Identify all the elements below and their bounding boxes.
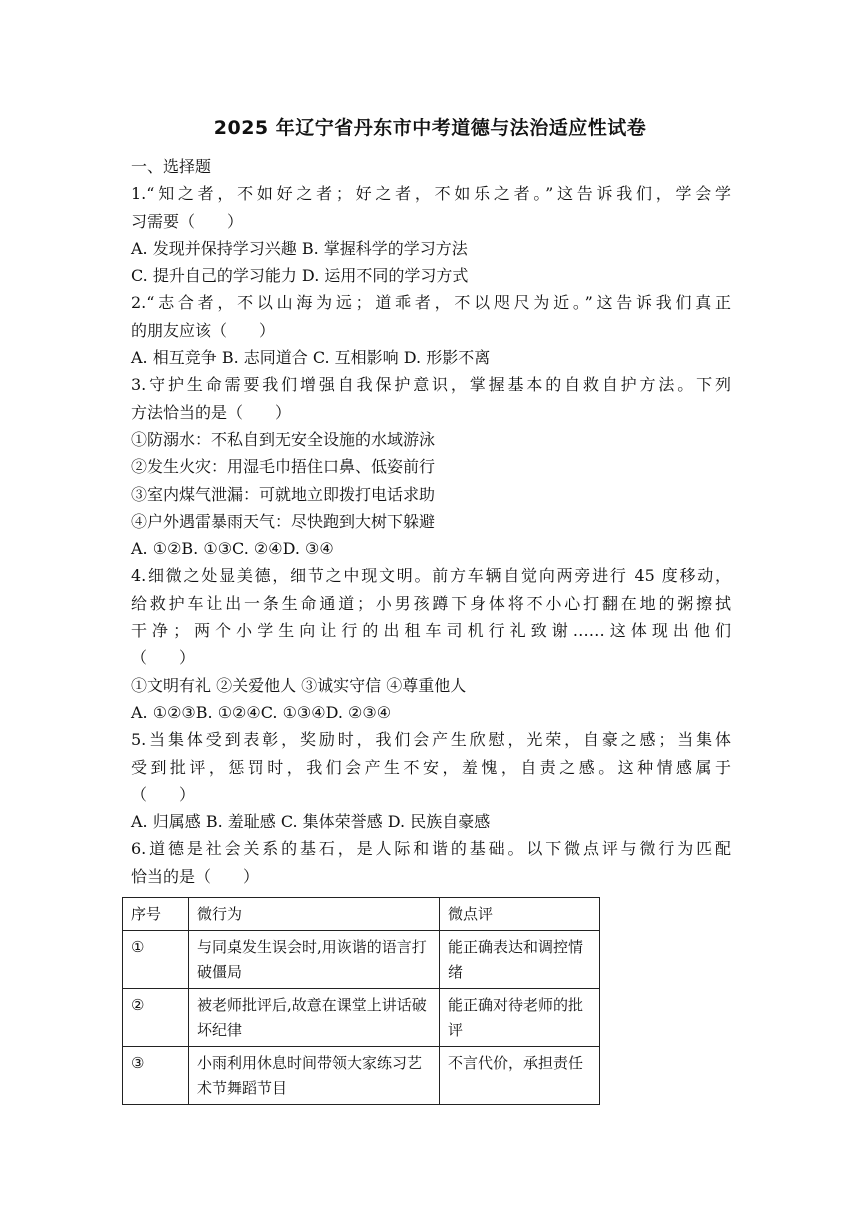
question-stem-line: 2.“志合者，不以山海为远；道乖者，不以咫尺为近。”这告诉我们真正: [131, 293, 731, 313]
question-stem-line: 干净；两个小学生向让行的出租车司机行礼致谢……这体现出他们: [131, 621, 731, 641]
table-header-cell: 微行为: [189, 898, 440, 931]
table-cell: 能正确对待老师的批评: [440, 989, 600, 1047]
statement-item: ④户外遇雷暴雨天气：尽快跑到大树下躲避: [131, 511, 436, 531]
table-cell: ②: [123, 989, 189, 1047]
statement-item: ①防溺水：不私自到无安全设施的水域游泳: [131, 429, 436, 449]
exam-content: [131, 153, 731, 890]
answer-options: A. ①②B. ①③C. ②④D. ③④: [131, 539, 334, 559]
question-stem-line: 习需要（ ）: [131, 211, 244, 231]
question-5: [131, 726, 731, 835]
statement-item: ①文明有礼 ②关爱他人 ③诚实守信 ④尊重他人: [131, 675, 467, 695]
table-cell: ①: [123, 931, 189, 989]
question-stem-line: 1.“知之者，不如好之者；好之者，不如乐之者。”这告诉我们，学会学: [131, 184, 731, 204]
question-stem-line: 3.守护生命需要我们增强自我保护意识，掌握基本的自救自护方法。下列: [131, 375, 731, 395]
question-4: [131, 562, 731, 726]
question-stem-line: （ ）: [131, 784, 196, 804]
table-cell: 小雨利用休息时间带领大家练习艺术节舞蹈节目: [189, 1047, 440, 1105]
question-1: [131, 180, 731, 289]
answer-options: C. 提升自己的学习能力 D. 运用不同的学习方式: [131, 266, 469, 286]
table-cell: 与同桌发生误会时,用诙谐的语言打破僵局: [189, 931, 440, 989]
section-heading: 一、选择题: [131, 157, 212, 176]
answer-options: A. 归属感 B. 羞耻感 C. 集体荣誉感 D. 民族自豪感: [131, 812, 491, 832]
question-3: [131, 371, 731, 562]
question-stem-line: 的朋友应该（ ）: [131, 320, 276, 340]
question-stem-line: 受到批评，惩罚时，我们会产生不安，羞愧，自责之感。这种情感属于: [131, 757, 731, 777]
behavior-comment-table: [122, 897, 600, 1105]
table-header-row: [123, 898, 600, 931]
table-cell: 能正确表达和调控情绪: [440, 931, 600, 989]
table-row: [123, 989, 600, 1047]
table-header-cell: 微点评: [440, 898, 600, 931]
table-cell: 被老师批评后,故意在课堂上讲话破坏纪律: [189, 989, 440, 1047]
question-stem-line: （ ）: [131, 648, 196, 668]
question-stem-line: 6.道德是社会关系的基石，是人际和谐的基础。以下微点评与微行为匹配: [131, 839, 731, 859]
question-stem-line: 方法恰当的是（ ）: [131, 402, 292, 422]
statement-item: ③室内煤气泄漏：可就地立即拨打电话求助: [131, 484, 436, 504]
answer-options: A. 相互竞争 B. 志同道合 C. 互相影响 D. 形影不离: [131, 348, 491, 368]
question-stem-line: 4.细微之处显美德，细节之中现文明。前方车辆自觉向两旁进行 45 度移动，: [131, 566, 731, 586]
table-cell: ③: [123, 1047, 189, 1105]
question-stem-line: 5.当集体受到表彰，奖励时，我们会产生欣慰，光荣，自豪之感；当集体: [131, 730, 731, 750]
question-stem-line: 给救护车让出一条生命通道；小男孩蹲下身体将不小心打翻在地的粥擦拭: [131, 593, 731, 613]
question-6: [131, 835, 731, 890]
table-header-cell: 序号: [123, 898, 189, 931]
table-row: [123, 931, 600, 989]
answer-options: A. ①②③B. ①②④C. ①③④D. ②③④: [131, 702, 392, 722]
exam-title: 2025 年辽宁省丹东市中考道德与法治适应性试卷: [213, 117, 647, 139]
statement-item: ②发生火灾：用湿毛巾捂住口鼻、低姿前行: [131, 457, 436, 477]
table-row: [123, 1047, 600, 1105]
question-stem-line: 恰当的是（ ）: [131, 866, 260, 886]
question-2: [131, 289, 731, 371]
answer-options: A. 发现并保持学习兴趣 B. 掌握科学的学习方法: [131, 238, 468, 258]
table-cell: 不言代价，承担责任: [440, 1047, 600, 1105]
